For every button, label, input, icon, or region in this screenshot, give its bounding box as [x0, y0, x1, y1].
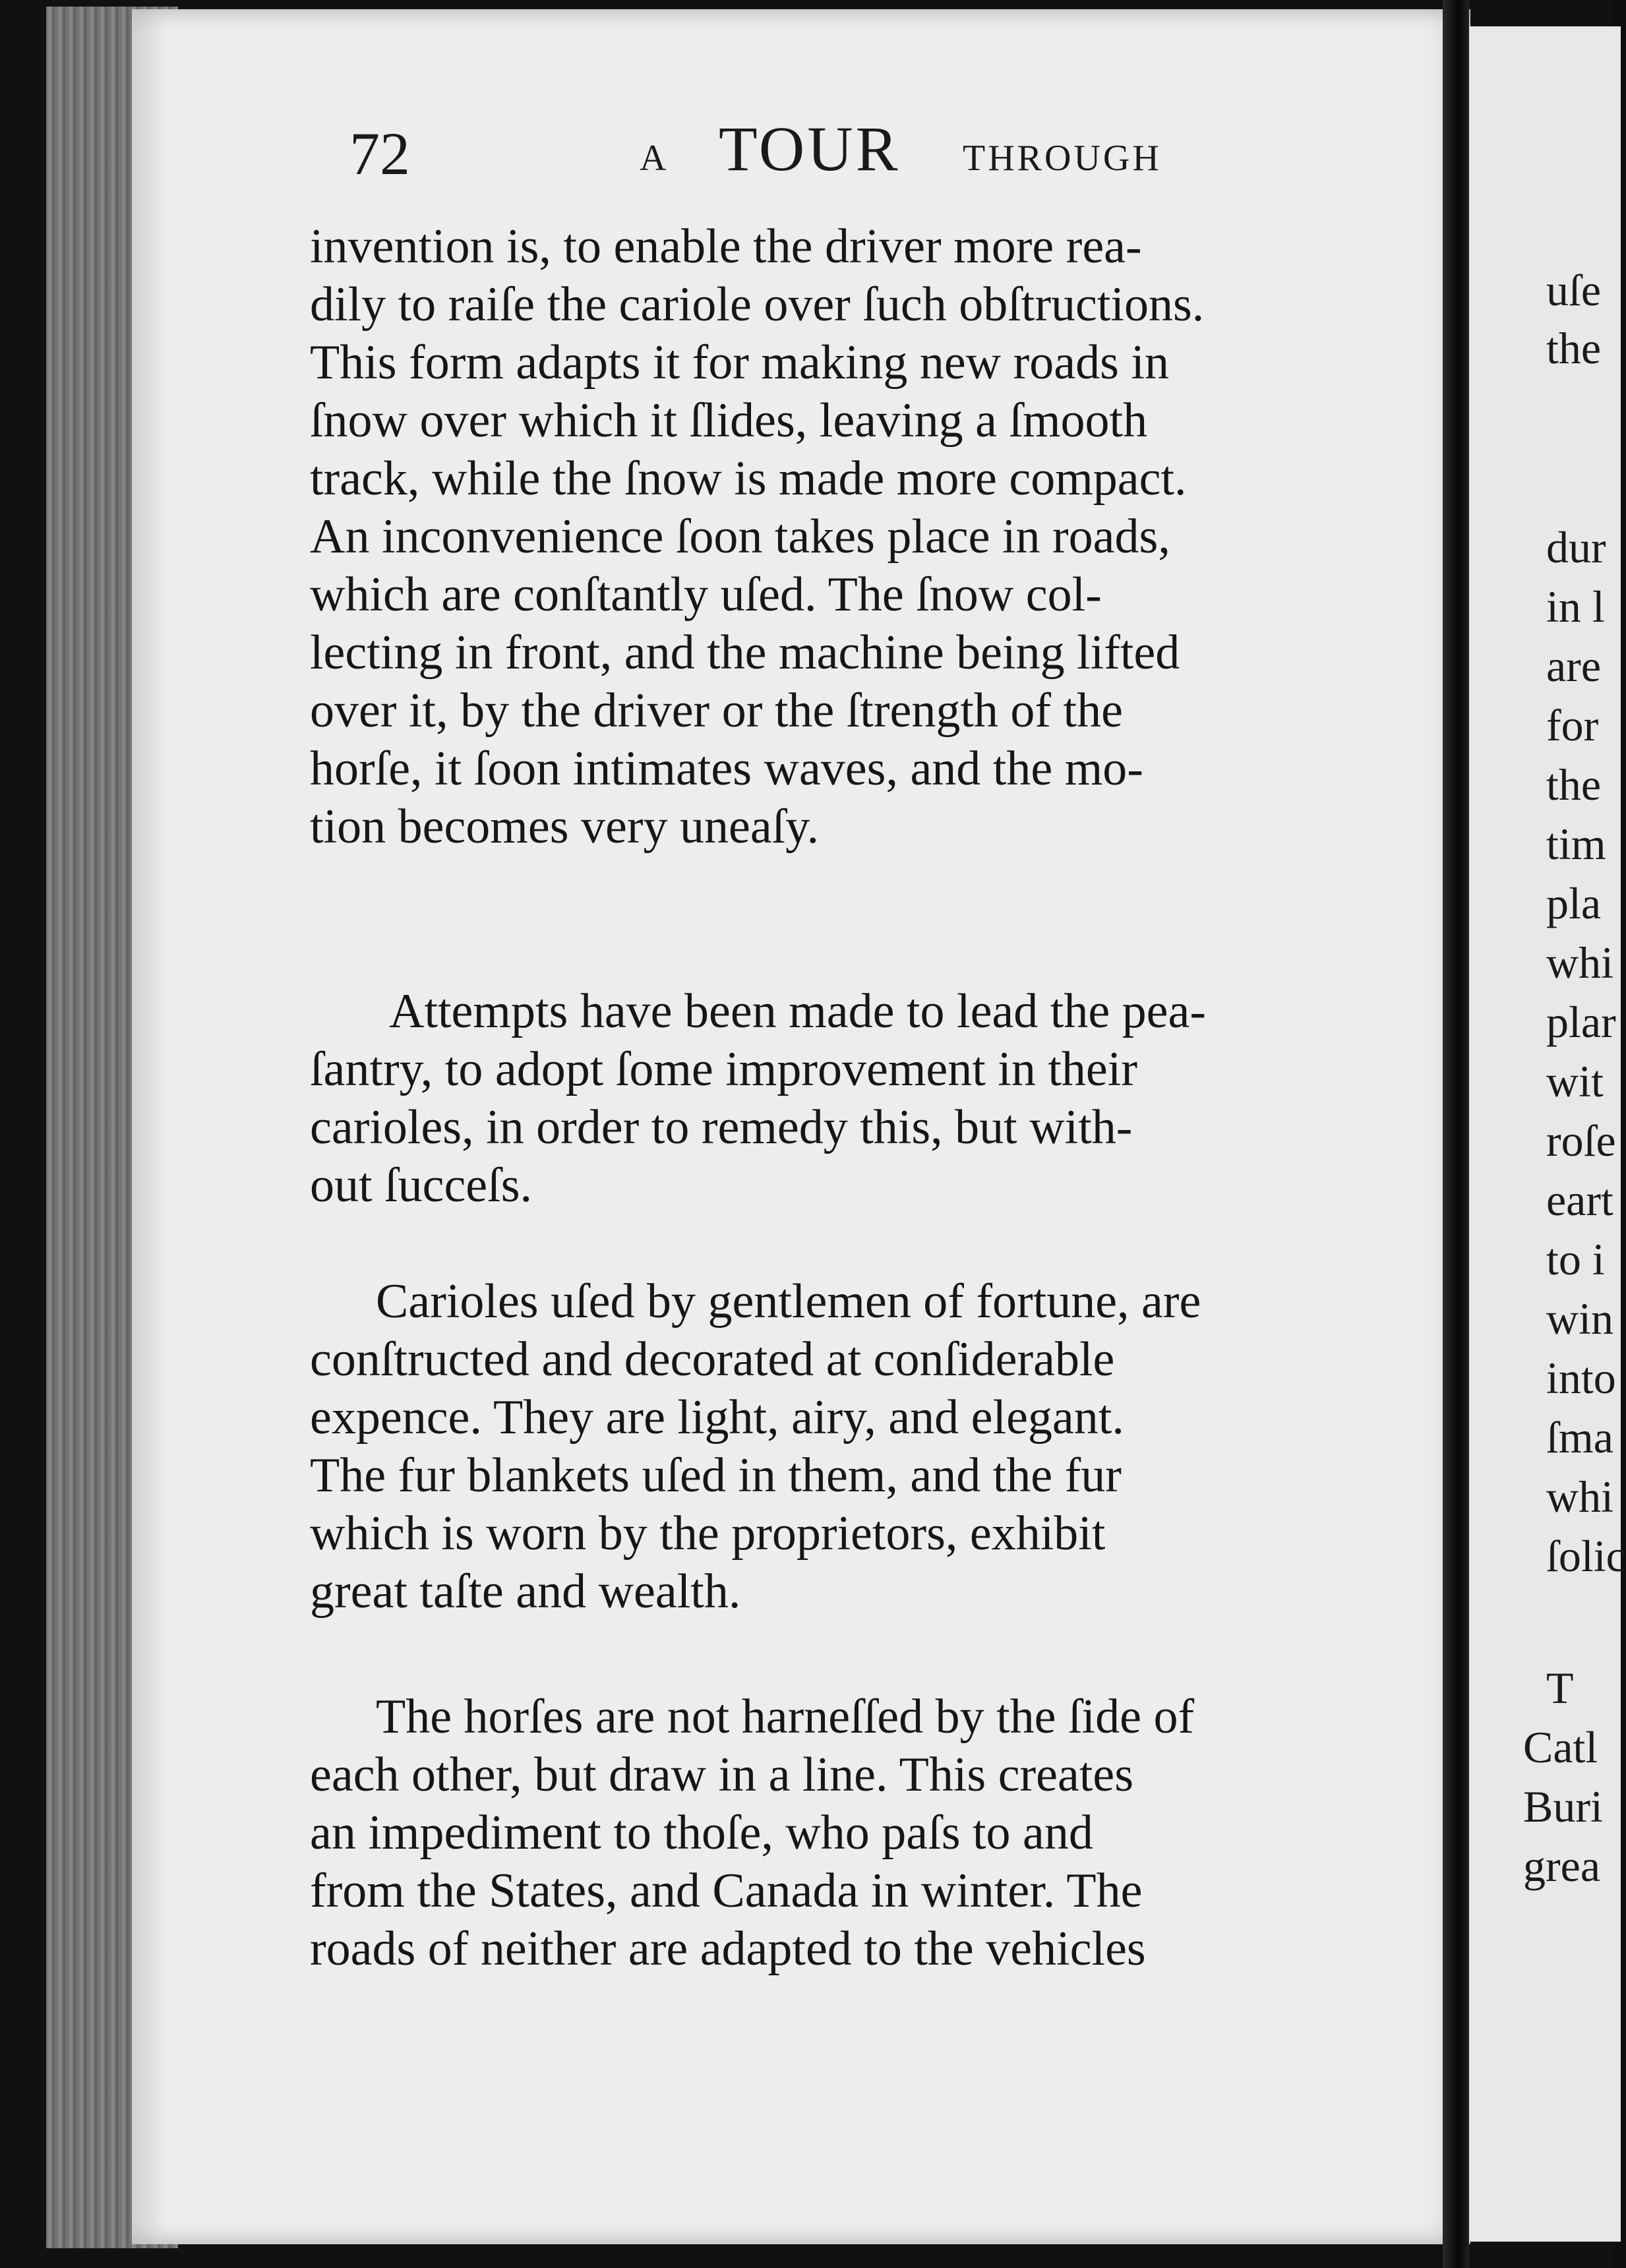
book-gutter — [1443, 0, 1469, 2268]
text-line: over it, by the driver or the ſtrength of the — [310, 684, 1123, 738]
right-text-fragment: pla — [1546, 878, 1602, 928]
text-line: The horſes are not harneſſed by the ſide of — [376, 1690, 1195, 1744]
text-line: An inconvenience ſoon takes place in roads, — [310, 510, 1170, 564]
running-title-article: A — [640, 138, 668, 179]
running-title-sub: THROUGH — [963, 138, 1162, 179]
text-line: horſe, it ſoon intimates waves, and the mo- — [310, 742, 1143, 796]
text-line: each other, but draw in a line. This creates — [310, 1748, 1134, 1802]
right-text-fragment: whi — [1546, 1472, 1613, 1522]
right-text-fragment: in l — [1546, 582, 1605, 632]
right-text-fragment: tim — [1546, 819, 1606, 869]
right-text-fragment: uſe — [1546, 265, 1602, 315]
text-line: roads of neither are adapted to the vehicles — [310, 1922, 1146, 1976]
text-line: ſantry, to adopt ſome improvement in their — [310, 1042, 1137, 1096]
right-text-fragment: eart — [1546, 1175, 1613, 1225]
right-text-fragment: ſolic — [1546, 1531, 1626, 1581]
text-line: an impediment to thoſe, who paſs to and — [310, 1806, 1093, 1860]
text-line: lecting in front, and the machine being lifted — [310, 626, 1180, 680]
running-title-main: TOUR — [719, 113, 901, 184]
page-number: 72 — [349, 120, 410, 187]
text-line: great taſte and wealth. — [310, 1565, 741, 1619]
right-text-fragment: the — [1546, 323, 1602, 373]
right-text-fragment: into — [1546, 1353, 1616, 1403]
text-line: tion becomes very uneaſy. — [310, 800, 819, 854]
right-text-fragment: roſe — [1546, 1116, 1616, 1166]
right-text-fragment: Catl — [1523, 1722, 1598, 1772]
right-text-fragment: dur — [1546, 522, 1606, 572]
text-line: conſtructed and decorated at conſiderable — [310, 1332, 1115, 1387]
running-header — [349, 112, 1273, 191]
text-line: carioles, in order to remedy this, but with- — [310, 1100, 1133, 1154]
text-line: This form adapts it for making new roads in — [310, 336, 1169, 390]
right-text-fragment: plar — [1546, 997, 1616, 1047]
right-text-fragment: Buri — [1523, 1781, 1603, 1832]
text-line: out ſucceſs. — [310, 1158, 533, 1212]
text-line: expence. They are light, airy, and elegant. — [310, 1390, 1124, 1445]
right-text-fragment: are — [1546, 641, 1602, 691]
text-line: from the States, and Canada in winter. The — [310, 1864, 1143, 1918]
right-text-fragment: T — [1546, 1663, 1574, 1713]
text-line: The fur blankets uſed in them, and the fur — [310, 1448, 1122, 1503]
text-line: Attempts have been made to lead the pea- — [389, 984, 1206, 1038]
right-text-fragment: whi — [1546, 938, 1613, 988]
right-text-fragment: for — [1546, 700, 1599, 750]
right-text-fragment: to i — [1546, 1234, 1605, 1284]
right-text-fragment: win — [1546, 1294, 1613, 1344]
text-line: which is worn by the proprietors, exhibit — [310, 1507, 1106, 1561]
text-line: track, while the ſnow is made more compact. — [310, 452, 1187, 506]
text-line: which are conſtantly uſed. The ſnow col- — [310, 568, 1102, 622]
text-line: invention is, to enable the driver more rea- — [310, 220, 1142, 274]
text-line: dily to raiſe the cariole over ſuch obſtructions. — [310, 278, 1205, 332]
text-line: ſnow over which it ſlides, leaving a ſmooth — [310, 394, 1148, 448]
right-text-fragment: wit — [1546, 1056, 1604, 1106]
text-line: Carioles uſed by gentlemen of fortune, are — [376, 1274, 1201, 1328]
right-text-fragment: grea — [1523, 1841, 1601, 1891]
right-text-fragment: the — [1546, 760, 1602, 810]
right-text-fragment: ſma — [1546, 1412, 1613, 1462]
